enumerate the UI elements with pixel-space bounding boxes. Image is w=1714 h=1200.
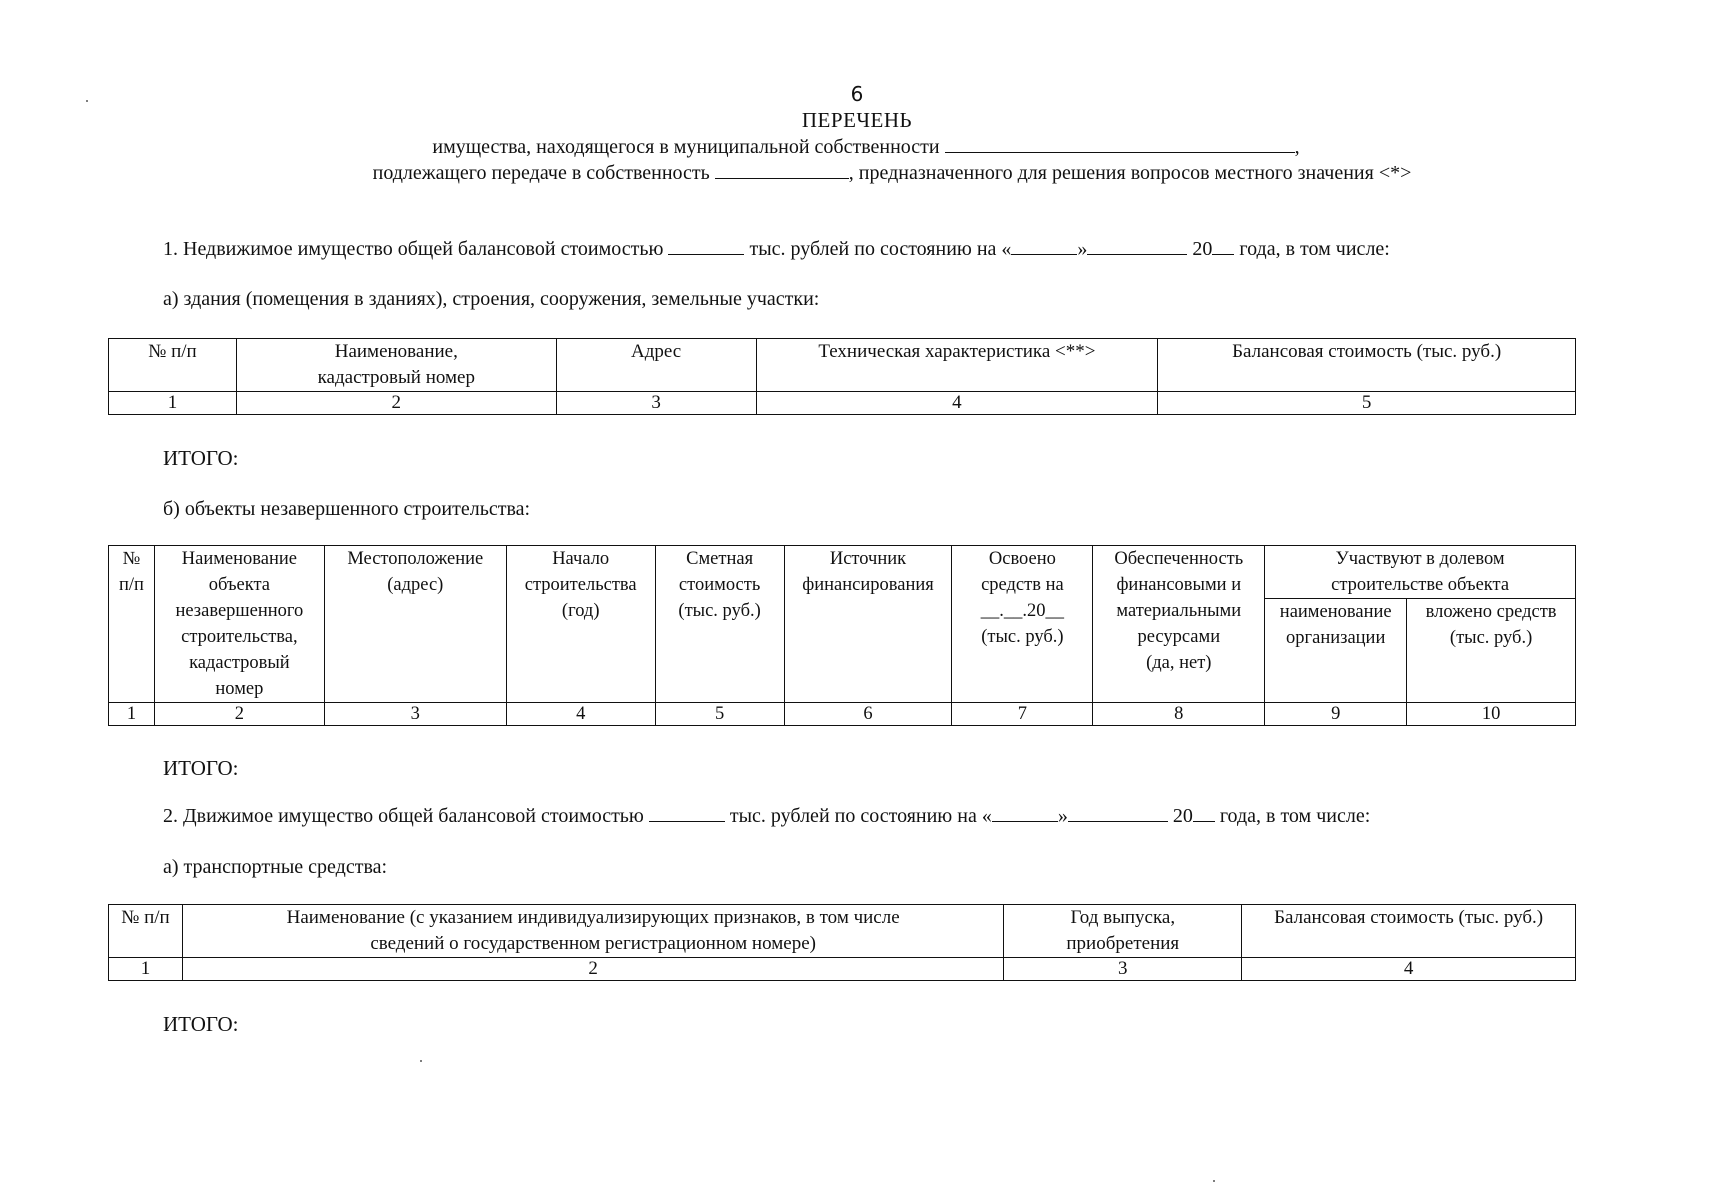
col-number: 1 (109, 392, 237, 415)
section-1-text-c: » (1077, 238, 1088, 260)
header-cell-balance: Балансовая стоимость (тыс. руб.) (1242, 905, 1576, 958)
hdr-line: строительства, (181, 627, 298, 647)
blank-recipient-field (715, 162, 849, 179)
blank-month (1087, 238, 1187, 255)
section-1-text-d: года, в том числе: (1239, 238, 1390, 260)
table-header-row-1 (109, 546, 1576, 599)
blank-balance-value (668, 238, 744, 255)
subline-1-tail: , (1294, 136, 1300, 158)
hdr-line: Участвуют в долевом (1335, 549, 1505, 569)
header-cell-number: № п/п (109, 339, 237, 392)
col-number: 9 (1265, 703, 1407, 726)
subline-1-text: имущества, находящегося в муниципальной собственности (432, 136, 940, 158)
hdr-line: (тыс. руб.) (678, 601, 761, 621)
col-number: 4 (756, 392, 1158, 415)
hdr-line: Источник (829, 549, 907, 569)
hdr-line: строительстве объекта (1331, 575, 1510, 595)
col-number: 1 (109, 958, 183, 981)
hdr-line: приобретения (1066, 933, 1180, 954)
hdr-line: п/п (118, 575, 144, 595)
hdr-line: Начало (552, 549, 610, 569)
blank-municipality-field (945, 136, 1295, 153)
scan-speck (420, 1060, 422, 1062)
table-header-row (109, 339, 1576, 392)
page-number: 6 (850, 82, 864, 106)
blank-balance-value (649, 805, 725, 822)
header-cell-object-name (154, 546, 324, 703)
hdr-line: (тыс. руб.) (1449, 628, 1533, 648)
hdr-line: (тыс. руб.) (981, 627, 1064, 647)
total-label-buildings: ИТОГО: (163, 446, 239, 470)
hdr-line: номер (215, 679, 264, 699)
blank-day (1011, 238, 1077, 255)
col-number: 4 (1242, 958, 1576, 981)
header-cell-number (109, 546, 155, 703)
blank-year (1193, 805, 1215, 822)
header-cell-address: Адрес (556, 339, 756, 392)
hdr-line: организации (1286, 628, 1386, 648)
section-2-text-a: 2. Движимое имущество общей балансовой стоимостью (163, 805, 644, 827)
header-cell-technical: Техническая характеристика <**> (756, 339, 1158, 392)
col-number: 2 (236, 392, 556, 415)
section-1-text-b: тыс. рублей по состоянию на « (749, 238, 1012, 260)
subline-2-end: , предназначенного для решения вопросов местного значения <*> (848, 162, 1412, 184)
col-number: 6 (784, 703, 952, 726)
col-number: 10 (1407, 703, 1576, 726)
table-number-row (109, 703, 1576, 726)
col-number: 4 (506, 703, 655, 726)
hdr-line: незавершенного (175, 601, 304, 621)
col-number: 3 (556, 392, 756, 415)
header-cell-start-year (506, 546, 655, 703)
header-cell-estimated-cost (655, 546, 784, 703)
header-cell-number: № п/п (109, 905, 183, 958)
hdr-line: (год) (561, 601, 600, 621)
section-2-text-c: » (1057, 805, 1068, 827)
scan-speck (86, 100, 88, 102)
hdr-line: сведений о государственном регистрационном номере) (370, 933, 816, 954)
hdr-line: (да, нет) (1146, 653, 1212, 673)
hdr-line: Наименование (181, 549, 298, 569)
hdr-line: вложено средств (1425, 602, 1557, 622)
hdr-line: кадастровый (189, 653, 290, 673)
header-cell-provision (1093, 546, 1265, 703)
table-header-row (109, 905, 1576, 958)
total-label-vehicles: ИТОГО: (163, 1012, 239, 1036)
header-cell-name (236, 339, 556, 392)
col-number: 1 (109, 703, 155, 726)
hdr-line: № (122, 549, 141, 569)
blank-year (1212, 238, 1234, 255)
header-cell-shared-construction (1265, 546, 1576, 599)
col-number: 2 (154, 703, 324, 726)
section-1-paragraph (163, 238, 1390, 261)
header-cell-invested (1407, 599, 1576, 703)
header-cell-location (324, 546, 506, 703)
section-1-text-a: 1. Недвижимое имущество общей балансовой стоимостью (163, 238, 664, 260)
hdr-line: __.__.20__ (980, 601, 1065, 621)
header-cell-year (1004, 905, 1242, 958)
hdr-line: финансовыми и (1116, 575, 1242, 595)
hdr-line: строительства (524, 575, 637, 595)
header-name-line-2: кадастровый номер (317, 367, 475, 388)
col-number: 5 (655, 703, 784, 726)
hdr-line: Местоположение (347, 549, 484, 569)
col-number: 2 (182, 958, 1003, 981)
table-number-row (109, 392, 1576, 415)
title-subline-1 (0, 136, 1714, 159)
hdr-line: наименование (1279, 602, 1392, 622)
col-number: 3 (1004, 958, 1242, 981)
hdr-line: (адрес) (387, 575, 444, 595)
col-number: 3 (324, 703, 506, 726)
document-title: ПЕРЕЧЕНЬ (801, 108, 913, 132)
header-cell-balance: Балансовая стоимость (тыс. руб.) (1158, 339, 1576, 392)
hdr-line: Год выпуска, (1070, 907, 1176, 928)
hdr-line: Сметная (686, 549, 754, 569)
blank-day (992, 805, 1058, 822)
section-2-subheading-a: а) транспортные средства: (163, 856, 388, 878)
table-real-estate-buildings (108, 338, 1576, 415)
total-label-unfinished: ИТОГО: (163, 756, 239, 780)
table-unfinished-construction (108, 545, 1576, 726)
col-number: 8 (1093, 703, 1265, 726)
table-number-row (109, 958, 1576, 981)
section-2-text-d: года, в том числе: (1219, 805, 1371, 827)
section-2-text-b: тыс. рублей по состоянию на « (729, 805, 992, 827)
hdr-line: объекта (208, 575, 271, 595)
header-cell-funding-source (784, 546, 952, 703)
hdr-line: стоимость (678, 575, 761, 595)
section-1-subheading-b: б) объекты незавершенного строительства: (163, 498, 531, 520)
header-name-line-1: Наименование, (334, 341, 458, 362)
section-1-subheading-a: а) здания (помещения в зданиях), строения, сооружения, земельные участки: (163, 288, 820, 310)
col-number: 7 (952, 703, 1093, 726)
hdr-line: Наименование (с указанием индивидуализирующих признаков, в том числе (286, 907, 900, 928)
hdr-line: ресурсами (1137, 627, 1221, 647)
hdr-line: материальными (1116, 601, 1242, 621)
header-cell-funds-spent (952, 546, 1093, 703)
section-1-year-prefix: 20 (1192, 238, 1213, 260)
blank-month (1068, 805, 1168, 822)
header-cell-org-name (1265, 599, 1407, 703)
scan-speck (1213, 1180, 1215, 1182)
title-subline-2 (0, 162, 1714, 185)
table-vehicles (108, 904, 1576, 981)
hdr-line: средств на (981, 575, 1064, 595)
section-2-paragraph (163, 805, 1370, 828)
hdr-line: Освоено (988, 549, 1056, 569)
subline-2-start: подлежащего передаче в собственность (372, 162, 710, 184)
header-cell-vehicle-name (182, 905, 1003, 958)
section-2-year-prefix: 20 (1172, 805, 1193, 827)
col-number: 5 (1158, 392, 1576, 415)
hdr-line: Обеспеченность (1114, 549, 1244, 569)
hdr-line: финансирования (802, 575, 934, 595)
